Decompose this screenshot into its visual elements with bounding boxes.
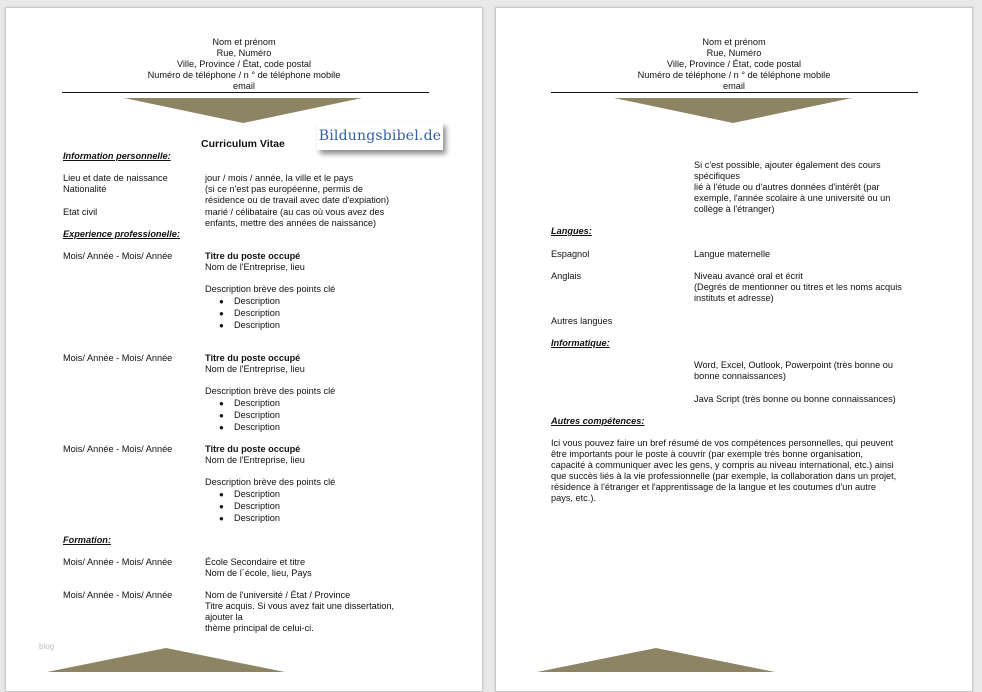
info-label-civil-status: Etat civil: [63, 207, 98, 217]
info-value: enfants, mettre des années de naissance): [205, 218, 377, 228]
section-heading-personal-info: Information personnelle:: [63, 151, 171, 161]
info-value: jour / mois / année, la ville et le pays: [205, 173, 354, 183]
intro-line: lié à l'étude ou d'autres données d'intérêt (par: [694, 182, 880, 192]
job-bullet: Description: [234, 398, 280, 408]
job-bullet: Description: [234, 513, 280, 523]
education-line: École Secondaire et titre: [205, 557, 306, 567]
job-title: Titre du poste occupé: [205, 444, 301, 454]
other-skills-line: capacité à communiquer avec les gens, y compris au niveau international, etc.) ainsi: [551, 460, 894, 470]
header-street: Rue, Numéro: [216, 48, 272, 58]
language-label: Espagnol: [551, 249, 590, 259]
bullet-icon: ●: [219, 399, 224, 408]
info-value: résidence ou de travail avec date d'expiation): [205, 195, 390, 205]
section-heading-experience: Experience professionelle:: [63, 229, 180, 239]
watermark-text: blog: [39, 642, 55, 651]
header-email: email: [233, 81, 255, 91]
bullet-icon: ●: [219, 502, 224, 511]
other-skills-line: résidence à l'étranger et l'apprentissage de la langue et les coutumes d'un autre: [551, 482, 876, 492]
job-desc-label: Description brève des points clé: [205, 284, 336, 294]
job-company: Nom de l'Entreprise, lieu: [205, 455, 305, 465]
job-bullet: Description: [234, 410, 280, 420]
it-line: Java Script (très bonne ou bonne connaissances): [694, 394, 896, 404]
header-down-triangle: [614, 98, 852, 123]
job-desc-label: Description brève des points clé: [205, 477, 336, 487]
info-value: marié / célibataire (au cas où vous avez des: [205, 207, 385, 217]
intro-line: collège à l'étranger): [694, 204, 775, 214]
education-line: ajouter la: [205, 612, 243, 622]
header-name: Nom et prénom: [702, 37, 766, 47]
it-line: Word, Excel, Outlook, Powerpoint (très bonne ou: [694, 360, 893, 370]
education-line: thème principal de celui-ci.: [205, 623, 314, 633]
section-heading-languages: Langues:: [551, 226, 592, 236]
header-city: Ville, Province / État, code postal: [176, 59, 312, 69]
intro-line: exemple, l'année scolaire à une université ou un: [694, 193, 891, 203]
bullet-icon: ●: [219, 423, 224, 432]
cv-page-1: [5, 7, 483, 692]
header-city: Ville, Province / État, code postal: [666, 59, 802, 69]
job-period: Mois/ Année - Mois/ Année: [63, 251, 173, 261]
job-bullet: Description: [234, 489, 280, 499]
section-heading-informatique: Informatique:: [551, 338, 610, 348]
footer-up-triangle: [47, 648, 285, 672]
bullet-icon: ●: [219, 309, 224, 318]
header-name: Nom et prénom: [212, 37, 276, 47]
job-bullet: Description: [234, 501, 280, 511]
header-phone: Numéro de téléphone / n ° de téléphone mobile: [637, 70, 831, 80]
job-period: Mois/ Année - Mois/ Année: [63, 444, 173, 454]
education-period: Mois/ Année - Mois/ Année: [63, 557, 173, 567]
job-title: Titre du poste occupé: [205, 251, 301, 261]
section-heading-other-skills: Autres compétences:: [551, 416, 645, 426]
footer-up-triangle: [537, 648, 775, 672]
job-desc-label: Description brève des points clé: [205, 386, 336, 396]
job-title: Titre du poste occupé: [205, 353, 301, 363]
other-skills-line: Ici vous pouvez faire un bref résumé de vos compétences personnelles, qui peuvent: [551, 438, 894, 448]
intro-line: Si c'est possible, ajouter également des cours: [694, 160, 881, 170]
language-label: Autres langues: [551, 316, 613, 326]
bullet-icon: ●: [219, 297, 224, 306]
bullet-icon: ●: [219, 514, 224, 523]
bullet-icon: ●: [219, 411, 224, 420]
section-heading-formation: Formation:: [63, 535, 111, 545]
header-street: Rue, Numéro: [706, 48, 762, 58]
it-line: bonne connaissances): [694, 371, 786, 381]
education-line: Nom de l'université / État / Province: [205, 590, 351, 600]
header-rule: [62, 92, 429, 93]
job-bullet: Description: [234, 320, 280, 330]
cv-title: Curriculum Vitae: [201, 138, 285, 150]
language-level: Langue maternelle: [694, 249, 771, 259]
other-skills-line: pays, etc.).: [551, 493, 596, 503]
header-email: email: [723, 81, 745, 91]
info-label-nationality: Nationalité: [63, 184, 107, 194]
other-skills-line: que succès liés à la vie professionnelle (par exemple, la collaboration dans un projet,: [551, 471, 897, 481]
info-value: (si ce n'est pas européenne, permis de: [205, 184, 364, 194]
language-label: Anglais: [551, 271, 582, 281]
header-rule: [551, 92, 918, 93]
job-company: Nom de l'Entreprise, lieu: [205, 364, 305, 374]
other-skills-line: être importants pour le poste à couvrir (par exemple très bonne organisation,: [551, 449, 864, 459]
header-phone: Numéro de téléphone / n ° de téléphone mobile: [147, 70, 341, 80]
cv-page-2: [495, 7, 973, 692]
header-down-triangle: [124, 98, 362, 123]
bullet-icon: ●: [219, 321, 224, 330]
job-bullet: Description: [234, 296, 280, 306]
job-company: Nom de l'Entreprise, lieu: [205, 262, 305, 272]
language-level: Niveau avancé oral et écrit: [694, 271, 803, 281]
education-period: Mois/ Année - Mois/ Année: [63, 590, 173, 600]
education-line: Titre acquis. Si vous avez fait une dissertation,: [205, 601, 395, 611]
bildungsbibel-logo: Bildungsbibel.de: [317, 122, 443, 150]
bullet-icon: ●: [219, 490, 224, 499]
job-period: Mois/ Année - Mois/ Année: [63, 353, 173, 363]
info-label-birth: Lieu et date de naissance: [63, 173, 168, 183]
intro-line: spécifiques: [694, 171, 740, 181]
job-bullet: Description: [234, 422, 280, 432]
education-line: Nom de l´école, lieu, Pays: [205, 568, 312, 578]
language-level: (Degrés de mentionner ou titres et les noms acquis: [694, 282, 902, 292]
job-bullet: Description: [234, 308, 280, 318]
language-level: instituts et adresse): [694, 293, 774, 303]
